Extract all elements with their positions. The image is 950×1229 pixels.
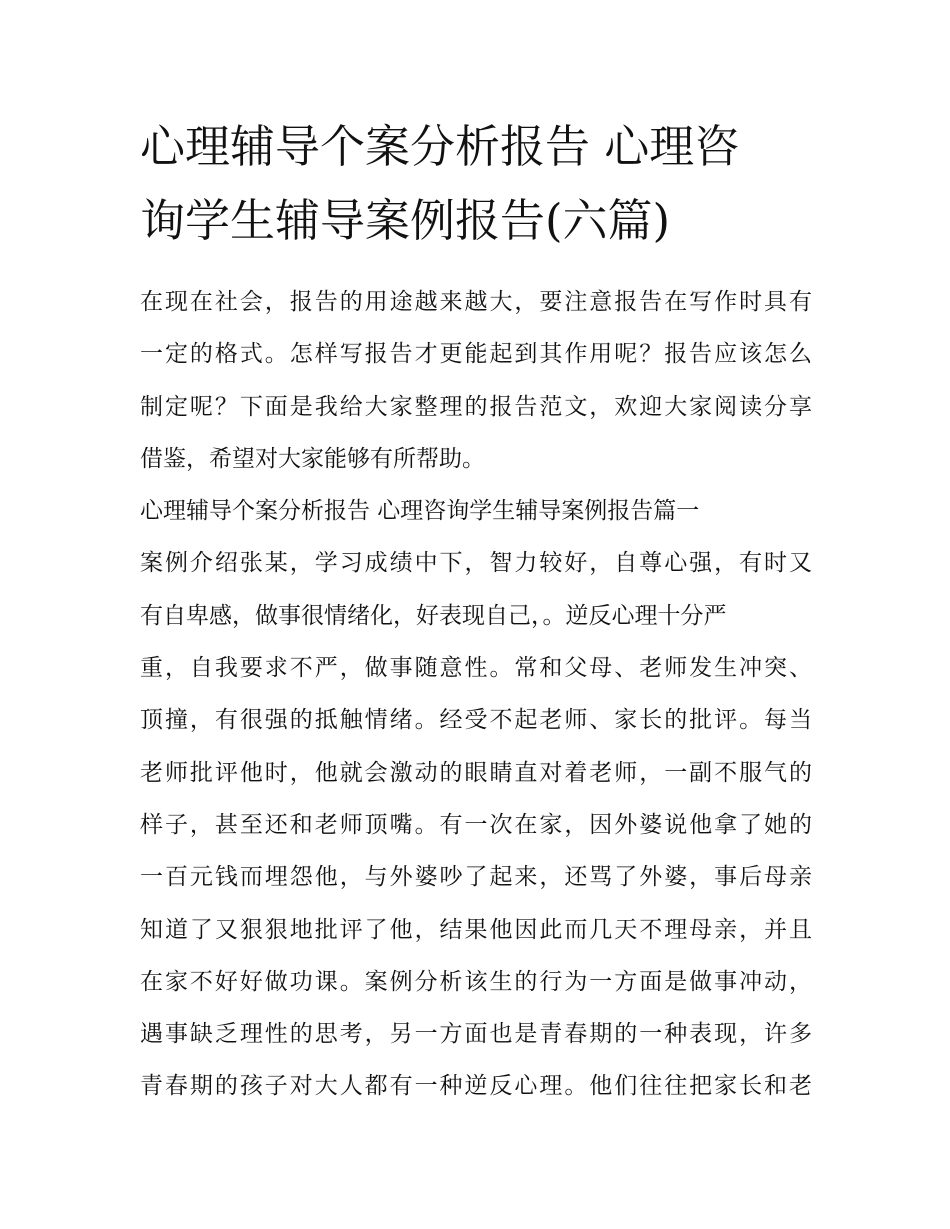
body-line: 遇事缺乏理性的思考，另一方面也是青春期的一种表现，许多 (140, 1021, 812, 1048)
intro-line: 制定呢？下面是我给大家整理的报告范文，欢迎大家阅读分享 (140, 393, 812, 420)
title-line-2: 询学生辅导案例报告(六篇) (140, 194, 671, 247)
body-line: 重，自我要求不严，做事随意性。常和父母、老师发生冲突、 (140, 655, 812, 682)
document-page (140, 110, 812, 1113)
intro-line: 在现在社会，报告的用途越来越大，要注意报告在写作时具有 (140, 289, 812, 315)
document-body (140, 276, 812, 1113)
intro-line: 借鉴，希望对大家能够有所帮助。 (140, 445, 485, 472)
body-line: 一百元钱而埋怨他，与外婆吵了起来，还骂了外婆，事后母亲 (140, 864, 812, 891)
body-line: 案例介绍张某，学习成绩中下，智力较好，自尊心强，有时又 (140, 550, 812, 577)
body-line: 有自卑感，做事很情绪化，好表现自己，。逆反心理十分严 (140, 602, 727, 629)
title-line-1: 心理辅导个案分析报告 心理咨 (140, 120, 740, 173)
body-line: 样子，甚至还和老师顶嘴。有一次在家，因外婆说他拿了她的 (140, 811, 812, 838)
intro-line: 一定的格式。怎样写报告才更能起到其作用呢？报告应该怎么 (140, 341, 812, 368)
section-heading: 心理辅导个案分析报告 心理咨询学生辅导案例报告篇一 (140, 498, 700, 525)
body-line: 在家不好好做功课。案例分析该生的行为一方面是做事冲动， (140, 968, 812, 995)
body-line: 老师批评他时，他就会激动的眼睛直对着老师，一副不服气的 (140, 759, 812, 786)
body-line: 青春期的孩子对大人都有一种逆反心理。他们往往把家长和老 (140, 1073, 812, 1100)
body-line: 知道了又狠狠地批评了他，结果他因此而几天不理母亲，并且 (140, 916, 812, 943)
document-title (140, 110, 812, 258)
body-line: 顶撞，有很强的抵触情绪。经受不起老师、家长的批评。每当 (140, 707, 812, 734)
